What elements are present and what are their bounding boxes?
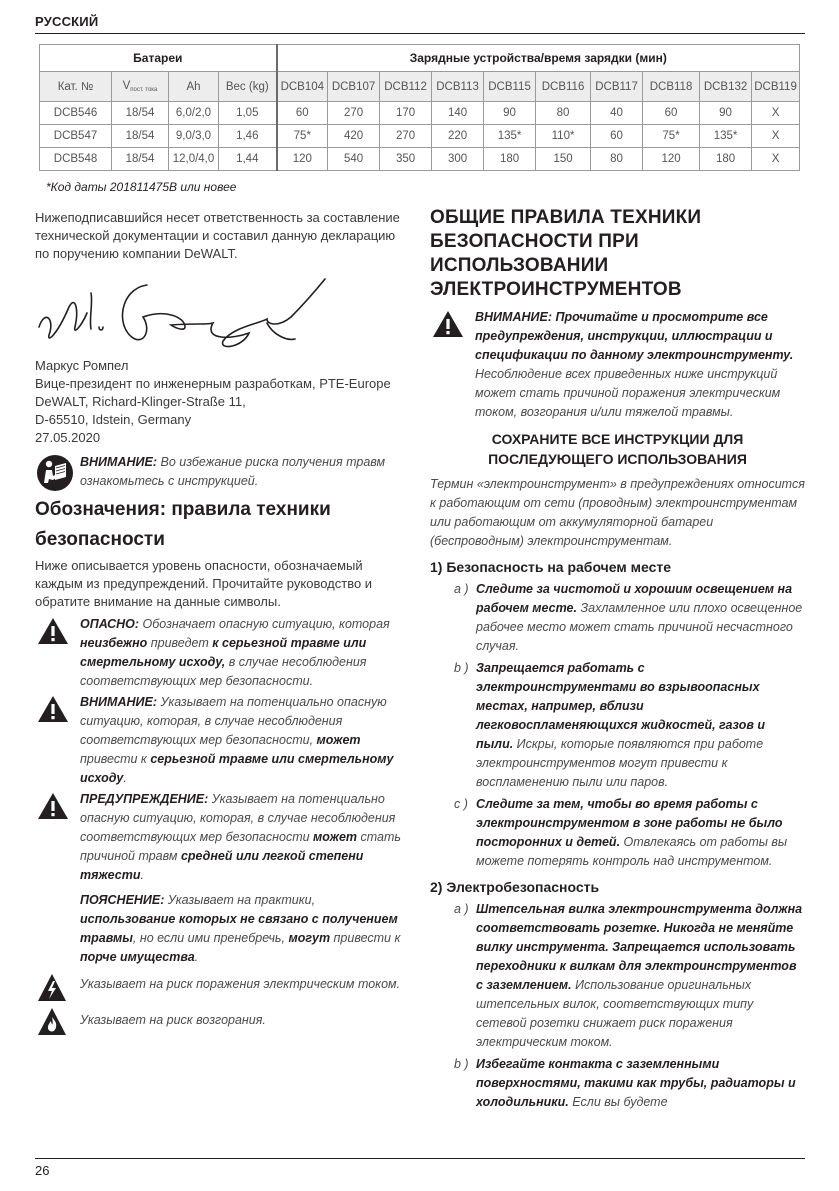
signer-address-1: DeWALT, Richard-Klinger-Straße 11,	[35, 394, 246, 409]
signer-date: 27.05.2020	[35, 430, 101, 445]
col-ah: Ah	[169, 72, 219, 102]
cell-ah: 12,0/4,0	[169, 148, 219, 171]
col-charger: DCB115	[484, 72, 536, 102]
cell-time: 60	[277, 102, 328, 125]
caution-text: Указывает на потенциально опасную ситуацию, которая, в случае несоблюдения соответствующих мер безопасности	[80, 792, 396, 844]
col-charger: DCB132	[700, 72, 752, 102]
cell-time: 150	[536, 148, 591, 171]
col-voltage-sub: пост. тока	[130, 87, 158, 93]
item-text: Использование оригинальных штепсельных вилок, соответствующих типу сетевой розетки снижает риск поражения электрическим током.	[476, 978, 754, 1049]
cell-ah: 9,0/3,0	[169, 125, 219, 148]
caution-emphasis: может	[313, 830, 358, 844]
cell-time: 60	[591, 125, 643, 148]
warning-triangle-icon	[37, 695, 69, 728]
cell-time: 135*	[484, 125, 536, 148]
danger-emphasis: к серьезной травме или смертельному исходу,	[80, 636, 367, 669]
cell-weight: 1,44	[219, 148, 277, 171]
symbols-intro: Ниже описывается уровень опасности, обозначаемый каждым из предупреждений. Прочитайте руководство и обратите внимание на данные символы.	[35, 558, 373, 609]
read-manual-icon	[37, 455, 73, 496]
item-letter: a )	[454, 902, 469, 916]
item-bold: Избегайте контакта с заземленными поверхностями, такими как трубы, радиаторы и холодильники.	[476, 1057, 796, 1109]
general-warning-bold: ВНИМАНИЕ: Прочитайте и просмотрите все предупреждения, инструкции, иллюстрации и спецификации по данному электроинструменту.	[475, 310, 794, 362]
cell-cat: DCB546	[40, 102, 112, 125]
danger-text: в случае несоблюдения соответствующих мер безопасности.	[80, 655, 367, 688]
signature-graphic	[35, 269, 335, 357]
danger-emphasis: неизбежно	[80, 636, 148, 650]
right-column	[430, 206, 805, 1112]
signature	[35, 269, 410, 357]
list-item	[430, 900, 805, 1052]
col-charger: DCB104	[277, 72, 328, 102]
item-letter: a )	[454, 582, 469, 596]
table-row	[40, 125, 800, 148]
danger-text: приведет	[147, 636, 213, 650]
cell-time: 180	[484, 148, 536, 171]
col-voltage-label: V	[122, 80, 131, 92]
item-letter: b )	[454, 1057, 469, 1071]
col-charger: DCB116	[536, 72, 591, 102]
signer-name: Маркус Ромпел	[35, 358, 129, 373]
symbols-title: Обозначения: правила техники безопасности	[35, 499, 331, 550]
col-charger: DCB107	[328, 72, 380, 102]
notice-text: .	[194, 950, 199, 964]
declaration-text: Нижеподписавшийся несет ответственность за составление технической документации и составил данную декларацию по поручению компании DeWALT.	[35, 210, 400, 261]
section-1-title: 1) Безопасность на рабочем месте	[430, 559, 672, 575]
section-2-title: 2) Электробезопасность	[430, 879, 600, 895]
cell-time: 90	[484, 102, 536, 125]
read-manual-label: ВНИМАНИЕ:	[80, 455, 158, 469]
table-row	[40, 102, 800, 125]
shock-text: Указывает на риск поражения электрическим током.	[80, 977, 401, 991]
warning-label: ВНИМАНИЕ:	[80, 695, 158, 709]
warning-definition	[35, 693, 410, 788]
term-definition: Термин «электроинструмент» в предупреждениях относится к работающим от сети (проводным) электроинструментам или работающим от аккумуляторной батареи (беспроводным) электроинструментам.	[430, 477, 805, 548]
caution-emphasis: средней или легкой степени тяжести	[80, 849, 364, 882]
general-warning-text: Несоблюдение всех приведенных ниже инструкций может стать причиной поражения электрическим током, возгорания и/или тяжелой травмы.	[475, 367, 781, 419]
caution-text: стать причиной травм	[80, 830, 401, 863]
notice-emphasis: могут	[288, 931, 331, 945]
danger-text: Обозначает опасную ситуацию, которая	[139, 617, 390, 631]
save-instructions-title: СОХРАНИТЕ ВСЕ ИНСТРУКЦИИ ДЛЯ ПОСЛЕДУЮЩЕГО ИСПОЛЬЗОВАНИЯ	[488, 431, 747, 467]
col-weight: Вес (kg)	[219, 72, 277, 102]
electric-shock-icon	[37, 973, 67, 1008]
item-text: Захламленное или плохо освещенное рабочее место может стать причиной несчастного случая.	[476, 601, 803, 653]
item-text: Если вы будете	[568, 1095, 668, 1109]
cell-time: 120	[277, 148, 328, 171]
warning-emphasis: серьезной травме или смертельному исходу	[80, 752, 394, 785]
cell-time: 540	[328, 148, 380, 171]
cell-time: 75*	[277, 125, 328, 148]
warning-triangle-icon	[37, 792, 69, 825]
item-bold: Следите за чистотой и хорошим освещением на рабочем месте.	[476, 582, 793, 615]
cell-voltage: 18/54	[112, 125, 169, 148]
notice-label: ПОЯСНЕНИЕ:	[80, 893, 165, 907]
signer-position: Вице-президент по инженерным разработкам, PTE-Europe	[35, 376, 391, 391]
table-row	[40, 148, 800, 171]
group-chargers: Зарядные устройства/время зарядки (мин)	[277, 45, 800, 72]
cell-time: 80	[536, 102, 591, 125]
list-item	[430, 795, 805, 871]
caution-definition	[35, 790, 410, 885]
cell-time: 220	[432, 125, 484, 148]
cell-time: 300	[432, 148, 484, 171]
cell-ah: 6,0/2,0	[169, 102, 219, 125]
warning-emphasis: может	[316, 733, 361, 747]
cell-time: 420	[328, 125, 380, 148]
cell-weight: 1,46	[219, 125, 277, 148]
general-warning	[430, 308, 805, 422]
cell-time: X	[752, 125, 800, 148]
cell-cat: DCB547	[40, 125, 112, 148]
item-letter: c )	[454, 797, 468, 811]
left-column	[35, 206, 410, 1041]
page-number: 26	[35, 1163, 50, 1178]
cell-time: 270	[328, 102, 380, 125]
fire-icon	[37, 1007, 67, 1042]
col-charger: DCB118	[643, 72, 700, 102]
col-charger: DCB117	[591, 72, 643, 102]
cell-time: 120	[643, 148, 700, 171]
cell-time: 180	[700, 148, 752, 171]
top-divider	[35, 33, 805, 34]
notice-text: привести к	[330, 931, 401, 945]
item-bold: Следите за тем, чтобы во время работы с электроинструментом в зоне работы не было посторонних и детей.	[476, 797, 783, 849]
battery-charge-table	[39, 44, 800, 171]
cell-time: 60	[643, 102, 700, 125]
notice-text: Указывает на практики,	[164, 893, 316, 907]
cell-time: 75*	[643, 125, 700, 148]
item-bold: Запрещается работать с электроинструментами во взрывоопасных местах, например, вблизи легковоспламеняющихся жидкостей, газов и пыли.	[476, 661, 766, 751]
list-item	[430, 580, 805, 656]
read-manual-text: Во избежание риска получения травм ознакомьтесь с инструкцией.	[80, 455, 386, 488]
shock-definition	[35, 975, 410, 1005]
cell-weight: 1,05	[219, 102, 277, 125]
cell-time: 170	[380, 102, 432, 125]
cell-time: 350	[380, 148, 432, 171]
notice-emphasis: порче имущества	[80, 950, 195, 964]
general-safety-title: ОБЩИЕ ПРАВИЛА ТЕХНИКИ БЕЗОПАСНОСТИ ПРИ ИСПОЛЬЗОВАНИИ ЭЛЕКТРОИНСТРУМЕНТОВ	[430, 207, 702, 300]
notice-definition	[35, 891, 410, 967]
item-text: Искры, которые появляются при работе электроинструментов могут привести к воспламенению пыли или паров.	[476, 737, 764, 789]
danger-definition	[35, 615, 410, 691]
language-header: РУССКИЙ	[35, 14, 99, 29]
cell-time: X	[752, 102, 800, 125]
group-batteries: Батареи	[40, 45, 277, 72]
fire-definition	[35, 1011, 410, 1041]
signer-address-2: D-65510, Idstein, Germany	[35, 412, 192, 427]
item-text: Отвлекаясь от работы вы можете потерять контроль над инструментом.	[476, 835, 788, 868]
warning-text: .	[123, 771, 127, 785]
cell-voltage: 18/54	[112, 102, 169, 125]
item-letter: b )	[454, 661, 469, 675]
cell-time: X	[752, 148, 800, 171]
col-charger: DCB112	[380, 72, 432, 102]
list-item	[430, 1055, 805, 1112]
notice-text: , но если ими пренебречь,	[132, 931, 289, 945]
cell-cat: DCB548	[40, 148, 112, 171]
read-manual-notice	[35, 453, 410, 491]
cell-time: 40	[591, 102, 643, 125]
cell-time: 90	[700, 102, 752, 125]
warning-triangle-icon	[432, 310, 464, 343]
cell-time: 135*	[700, 125, 752, 148]
cell-time: 110*	[536, 125, 591, 148]
col-charger: DCB113	[432, 72, 484, 102]
footer-divider	[35, 1158, 805, 1159]
danger-label: ОПАСНО:	[80, 617, 140, 631]
item-bold: Штепсельная вилка электроинструмента должна соответствовать розетке. Никогда не меняйте вилку инструмента. Запрещается использовать переходники к вилкам для электроинструментов с заземлением.	[476, 902, 803, 992]
list-item	[430, 659, 805, 792]
warning-text: привести к	[80, 752, 151, 766]
fire-text: Указывает на риск возгорания.	[80, 1013, 266, 1027]
cell-voltage: 18/54	[112, 148, 169, 171]
cell-time: 140	[432, 102, 484, 125]
cell-time: 80	[591, 148, 643, 171]
col-charger: DCB119	[752, 72, 800, 102]
col-voltage	[112, 72, 169, 102]
cell-time: 270	[380, 125, 432, 148]
notice-emphasis: использование которых не связано с получением травмы	[80, 912, 398, 945]
warning-text: Указывает на потенциально опасную ситуацию, которая, в случае несоблюдения соответствующих мер безопасности,	[80, 695, 387, 747]
table-footnote: *Код даты 201811475B или новее	[46, 180, 237, 194]
warning-triangle-icon	[37, 617, 69, 650]
caution-label: ПРЕДУПРЕЖДЕНИЕ:	[80, 792, 209, 806]
caution-text: .	[140, 868, 144, 882]
col-cat: Кат. №	[40, 72, 112, 102]
